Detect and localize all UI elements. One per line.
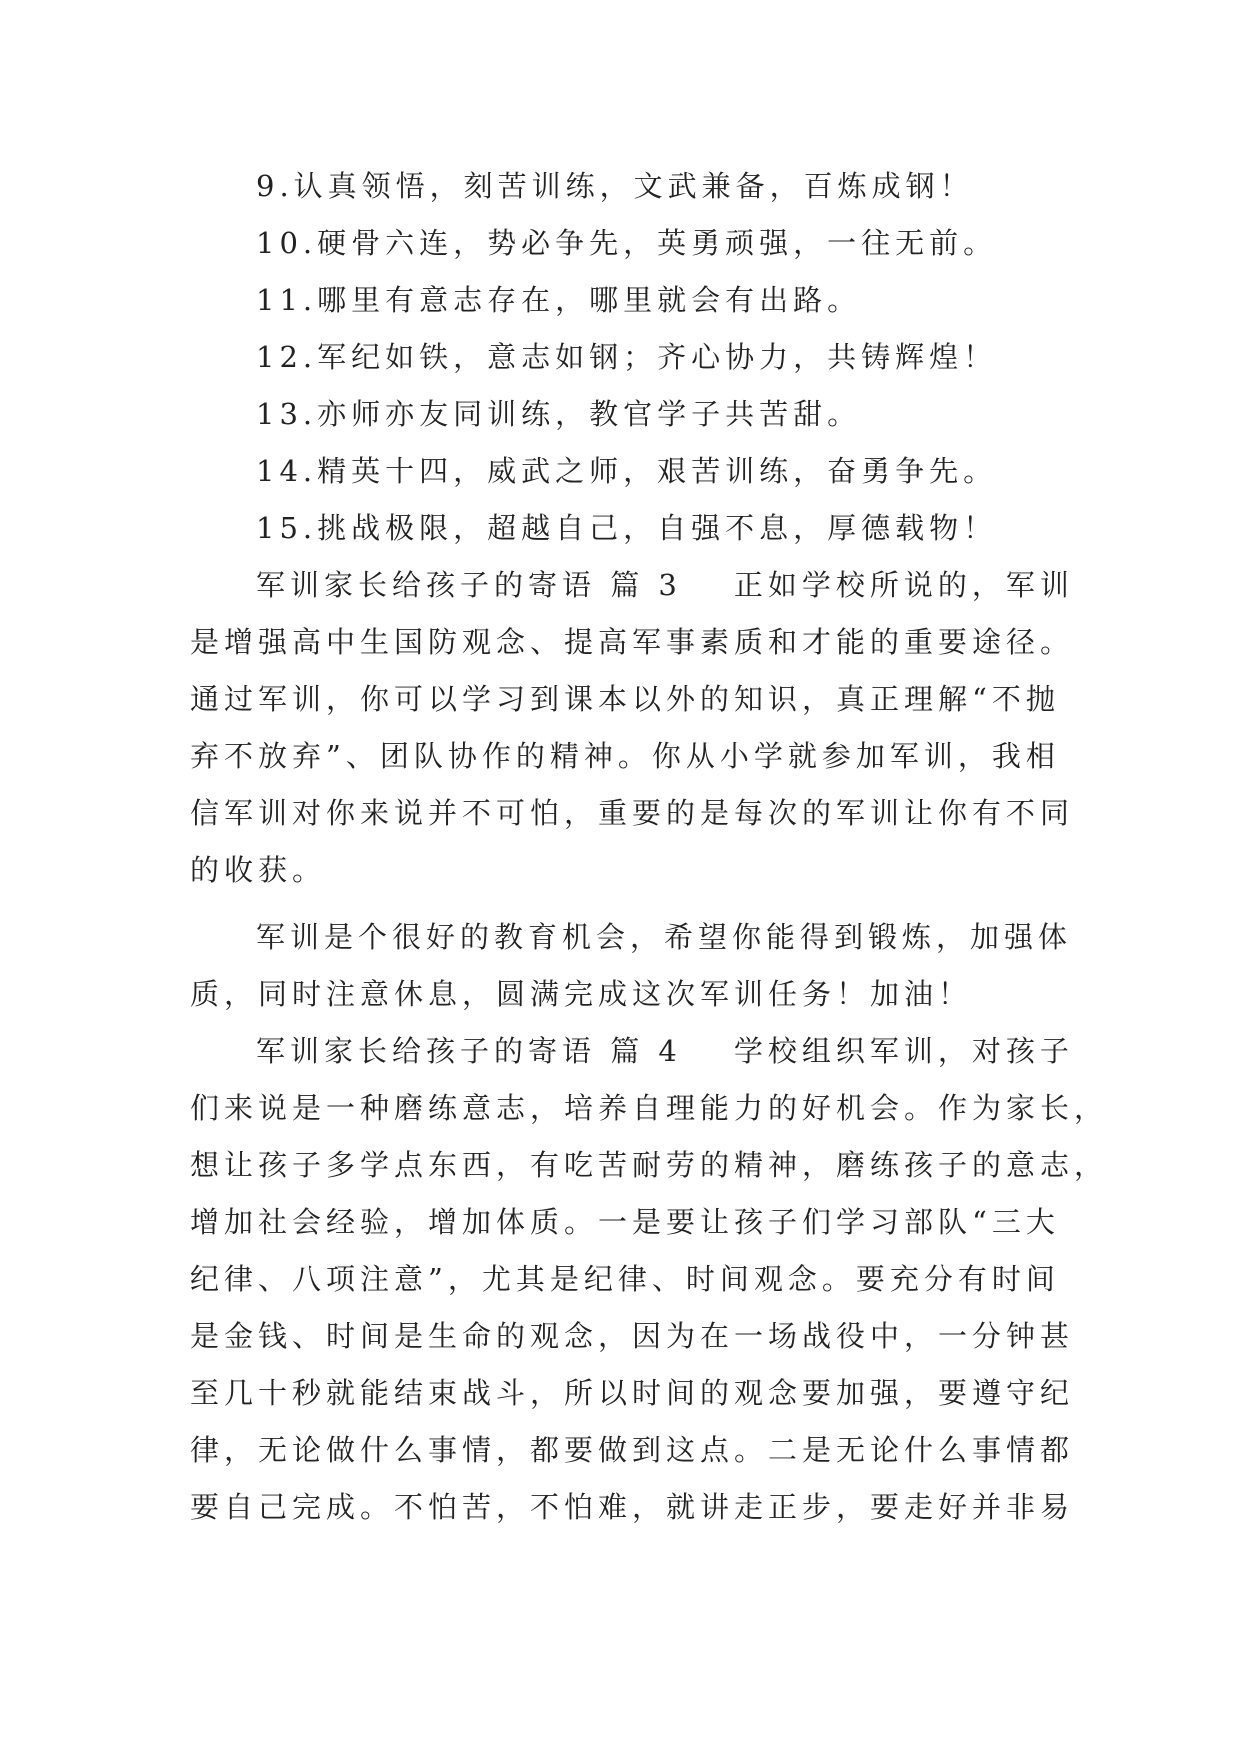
list-item-12: 12.军纪如铁，意志如钢；齐心协力，共铸辉煌！ — [256, 340, 998, 374]
section-3-line: 通过军训，你可以学习到课本以外的知识，真正理解“不抛 — [190, 682, 1060, 716]
section-3-line: 信军训对你来说并不可怕，重要的是每次的军训让你有不同 — [190, 796, 1075, 830]
section-4-line: 律，无论做什么事情，都要做到这点。二是无论什么事情都 — [190, 1433, 1075, 1467]
section-3-para2-line: 质，同时注意休息，圆满完成这次军训任务！加油！ — [190, 977, 973, 1011]
section-4-heading: 军训家长给孩子的寄语 篇 4 — [256, 1034, 682, 1068]
section-4-line: 纪律、八项注意”，尤其是纪律、时间观念。要充分有时间 — [190, 1262, 1060, 1296]
list-item-11: 11.哪里有意志存在，哪里就会有出路。 — [256, 283, 862, 317]
section-3-para2-line: 军训是个很好的教育机会，希望你能得到锻炼，加强体 — [256, 920, 1073, 954]
list-item-9: 9.认真领悟，刻苦训练，文武兼备，百炼成钢！ — [256, 169, 974, 203]
section-4-heading-line — [256, 1031, 1074, 1071]
list-item-13: 13.亦师亦友同训练，教官学子共苦甜。 — [256, 397, 862, 431]
section-3-line: 是增强高中生国防观念、提高军事素质和才能的重要途径。 — [190, 625, 1075, 659]
section-4-line: 们来说是一种磨练意志，培养自理能力的好机会。作为家长， — [190, 1091, 1109, 1125]
section-4-line: 是金钱、时间是生命的观念，因为在一场战役中，一分钟甚 — [190, 1319, 1075, 1353]
list-item-15: 15.挑战极限，超越自己，自强不息，厚德载物！ — [256, 511, 998, 545]
section-3-line: 弃不放弃”、团队协作的精神。你从小学就参加军训，我相 — [190, 739, 1060, 773]
section-3-first-line: 正如学校所说的，军训 — [733, 568, 1074, 602]
section-3-heading: 军训家长给孩子的寄语 篇 3 — [256, 568, 682, 602]
section-4-line: 至几十秒就能结束战斗，所以时间的观念要加强，要遵守纪 — [190, 1376, 1075, 1410]
section-4-line: 增加社会经验，增加体质。一是要让孩子们学习部队“三大 — [190, 1205, 1060, 1239]
section-4-line: 要自己完成。不怕苦，不怕难，就讲走正步，要走好并非易 — [190, 1490, 1075, 1524]
list-item-14: 14.精英十四，威武之师，艰苦训练，奋勇争先。 — [256, 454, 998, 488]
section-4-line: 想让孩子多学点东西，有吃苦耐劳的精神，磨练孩子的意志， — [190, 1148, 1109, 1182]
section-3-line: 的收获。 — [190, 853, 327, 887]
section-4-first-line: 学校组织军训，对孩子 — [733, 1034, 1074, 1068]
section-3-heading-line — [256, 565, 1074, 605]
list-item-10: 10.硬骨六连，势必争先，英勇顽强，一往无前。 — [256, 226, 998, 260]
